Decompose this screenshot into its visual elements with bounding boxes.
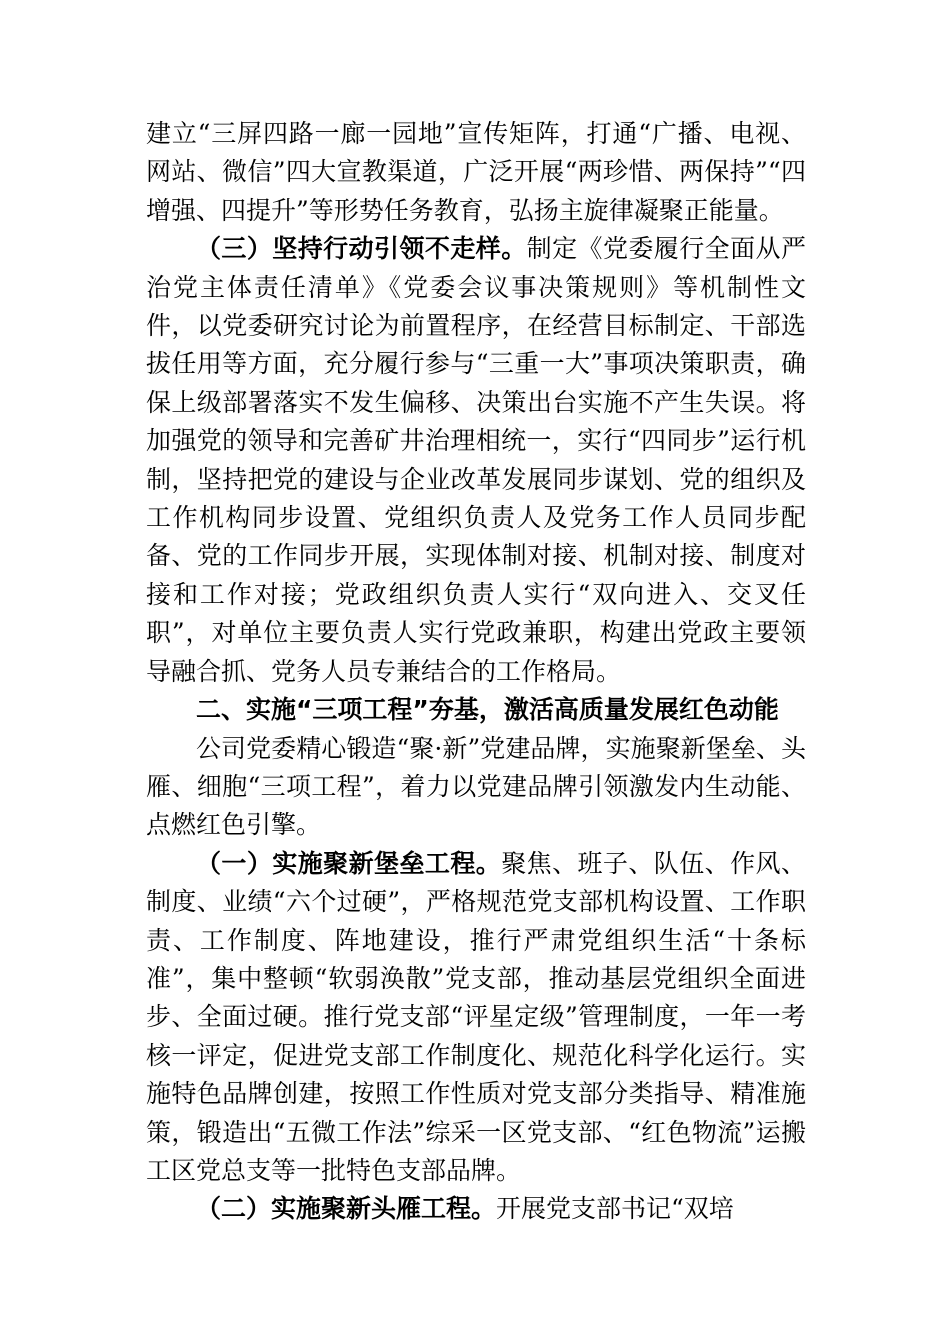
subheading-fortress-project: （一）实施聚新堡垒工程。: [196, 848, 502, 878]
section-heading-three-projects: 二、实施“三项工程”夯基，激活高质量发展红色动能: [196, 695, 779, 725]
paragraph-action-leadership: [146, 230, 806, 691]
paragraph-fortress-project-body: 聚焦、班子、队伍、作风、制度、业绩“六个过硬”，严格规范党支部机构设置、工作职责、工作制度、阵地建设，推行严肃党组织生活“十条标准”，集中整顿“软弱涣散”党支部，推动基层党组织全面进步、全面过硬。推行党支部“评星定级”管理制度，一年一考核一评定，促进党支部工作制度化、规范化科学化运行。实施特色品牌创建，按照工作性质对党支部分类指导、精准施策，锻造出“五微工作法”综采一区党支部、“红色物流”运搬工区党总支等一批特色支部品牌。: [146, 848, 806, 1185]
paragraph-fortress-project: [146, 845, 806, 1191]
paragraph-brand-intro: 公司党委精心锻造“聚·新”党建品牌，实施聚新堡垒、头雁、细胞“三项工程”，着力以党建品牌引领激发内生动能、点燃红色引擎。: [146, 733, 806, 840]
paragraph-action-leadership-body: 制定《党委履行全面从严治党主体责任清单》《党委会议事决策规则》等机制性文件，以党委研究讨论为前置程序，在经营目标制定、干部选拔任用等方面，充分履行参与“三重一大”事项决策职责，确保上级部署落实不发生偏移、决策出台实施不产生失误。将加强党的领导和完善矿井治理相统一，实行“四同步”运行机制，坚持把党的建设与企业改革发展同步谋划、党的组织及工作机构同步设置、党组织负责人及党务工作人员同步配备、党的工作同步开展，实现体制对接、机制对接、制度对接和工作对接；党政组织负责人实行“双向进入、交叉任职”，对单位主要负责人实行党政兼职，构建出党政主要领导融合抓、党务人员专兼结合的工作格局。: [146, 234, 806, 686]
subheading-action-leadership: （三）坚持行动引领不走样。: [196, 234, 527, 264]
document-page: [146, 115, 806, 1229]
paragraph-lead-goose-project: [146, 1190, 806, 1228]
paragraph-propaganda: 建立“三屏四路一廊一园地”宣传矩阵，打通“广播、电视、网站、微信”四大宣教渠道，广泛开展“两珍惜、两保持”“四增强、四提升”等形势任务教育，弘扬主旋律凝聚正能量。: [146, 119, 806, 225]
paragraph-lead-goose-project-body: 开展党支部书记“双培: [496, 1194, 734, 1224]
subheading-lead-goose-project: （二）实施聚新头雁工程。: [196, 1194, 497, 1224]
